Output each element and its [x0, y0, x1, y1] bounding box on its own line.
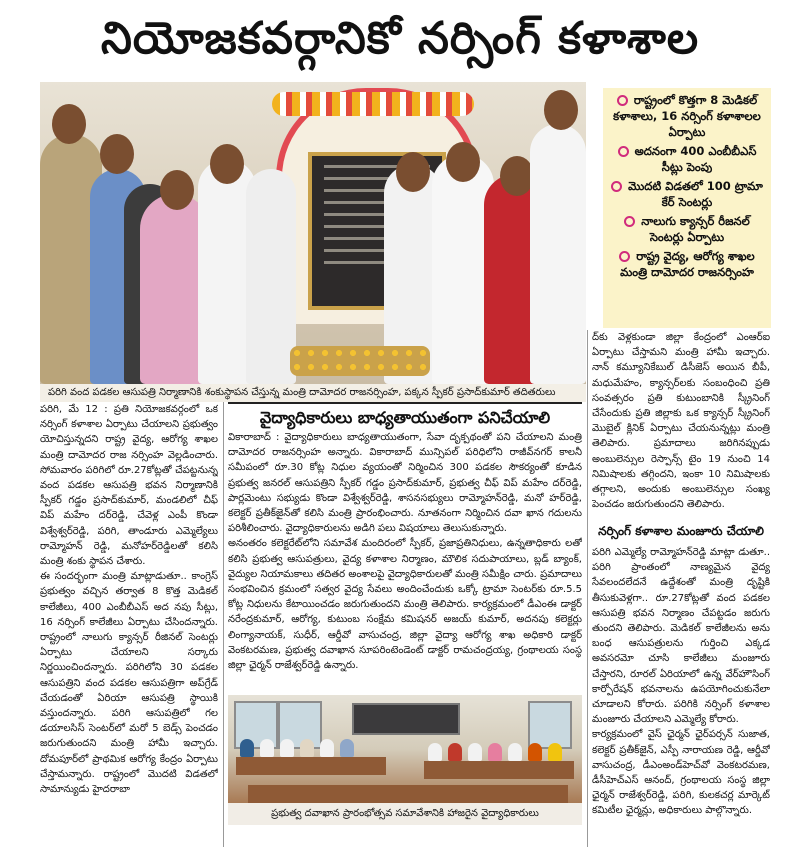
person-head — [210, 144, 244, 184]
attendee — [468, 743, 482, 761]
photo-foundation-ceremony — [40, 82, 586, 384]
attendee — [428, 743, 442, 761]
article-column-right-lower — [592, 545, 770, 847]
person-head — [446, 142, 480, 182]
attendee — [340, 739, 354, 757]
column-divider — [587, 330, 588, 847]
column-divider — [223, 402, 224, 847]
conference-table — [424, 761, 574, 779]
person-white-kurta — [246, 169, 296, 384]
article-column-left — [40, 402, 218, 847]
person-head — [52, 104, 86, 144]
projector-screen — [352, 703, 460, 735]
article-column-right — [592, 330, 770, 518]
article-paragraph: ఈ సందర్భంగా మంత్రి మాట్లాడుతూ.. కాంగ్రెస్ ప్రభుత్వం వచ్చిన తర్వాత 8 కొత్త మెడికల్ కాలేజీలు, 400 ఎంబీబీఎస్ అద నపు సీట్లు, 16 నర్సింగ్ కాలేజీలు ఏర్పాటు చేసిందన్నారు. రాష్ట్రంలో నాలుగు క్యాన్సర్ రీజినల్ సెంటర్లు ఏర్పాటు చేయాలని సర్కారు నిర్ణయించిందన్నారు. పరిగిలోని 30 పడకల ఆసుపత్రిని వంద పడకల ఆసుపత్రిగా అప్‌గ్రేడ్ చేయడంతో ఏరియా ఆసుపత్రి స్థాయికి వస్తుందన్నారు. పరిగి ఆసుపత్రిలో గల డయాలసిస్ సెంటర్‌లో మరో 5 బెడ్స్ పెంచడం జరుగుతుందని మంత్రి హామీ ఇచ్చారు. దోమపూర్‌లో ప్రాథమిక ఆరోగ్య కేంద్రం ఏర్పాటు చేస్తామన్నారు. రాష్ట్రంలో మొదటి విడతలో సామాన్యుడు హైదరాబా — [40, 571, 218, 796]
subheadline-nursing-college: నర్సింగ్ కళాశాల మంజూరు చేయాలి — [598, 524, 764, 538]
bullet-icon — [619, 251, 630, 262]
article-paragraph: కార్యక్రమంలో వైస్ ఛైర్మన్ ఛైర్‌పర్సన్ సుజాత, కలెక్టర్ ప్రతీక్‌జైన్, ఎస్పీ నారాయణ రెడ్డి, ఆర్డీవో వాసుచంద్ర, డీఎంఅండ్‌హెచ్‌వో వెంకటరమణ, డీసీహెచ్‌ఎస్ ఆనంద్, గ్రంథాలయ సంస్థ జిల్లా ఛైర్మన్ రాజేశ్వర్‌రెడ్డి, పరిగి, కులకచర్ల మార్కెట్ కమిటీల ఛైర్మన్లు, అధికారులు పాల్గొన్నారు. — [592, 729, 770, 817]
highlights-box — [603, 88, 771, 328]
article-paragraph: వికారాబాద్ : వైద్యాధికారులు బాధ్యతాయుతంగా, సేవా దృక్పథంతో పని చేయాలని మంత్రి దామోదర రాజనర్సింహ అన్నారు. వికారాబాద్ మున్సిపల్ పరిధిలోని రాజీవ్‌నగర్ కాలనీ సమీపంలో రూ.30 కోట్ల నిధుల వ్యయంతో నిర్మించిన 300 పడకల సౌకర్యంతో కూడిన ప్రభుత్వ జనరల్ ఆసుపత్రిని స్పీకర్ గడ్డం ప్రసాద్‌కుమార్, ప్రభుత్వ చీఫ్ విప్ మహేం దర్‌రెడ్డి, పార్లమెంటు సభ్యుడు కొండా విశ్వేశ్వర్‌రెడ్డి, శాసనసభ్యులు రామ్మోహన్‌రెడ్డి, మనో హర్‌రెడ్డి, కలెక్టర్ ప్రతీక్‌జైన్‌తో కలిసి మంత్రి ప్రారంభించారు. నూతనంగా నిర్మించిన దవా ఖాన గదులను పరిశీలించారు. వైద్యాధికారులను అడిగి పలు విషయాలు తెలుసుకున్నారు. — [228, 432, 582, 535]
person-head — [500, 156, 534, 196]
article-paragraph: పరిగి, మే 12 : ప్రతి నియోజకవర్గంలో ఒక నర్సింగ్ కళాశాల ఏర్పాటు చేయాలని ప్రభుత్వం యోచిస్తున్నదని రాష్ట్ర వైద్య, ఆరోగ్య శాఖల మంత్రి దామోదర రాజ నర్సింహ వెల్లడించారు. సోమవారం పరిగిలో రూ.27కోట్లతో చేపట్టనున్న వంద పడకల ఆసుపత్రి భవన నిర్మాణానికి స్పీకర్ గడ్డం ప్రసాద్‌కుమార్, మండలిలో చీఫ్ విప్ మహేం దర్‌రెడ్డి, చేవెళ్ల ఎంపీ కొండా విశ్వేశ్వర్‌రెడ్డి, పరిగి, తాండూరు ఎమ్మెల్యేలు రామ్మోహన్ రెడ్డి, మనోహర్‌రెడ్డిలతో కలిసి మంత్రి శంకు స్థాపన చేశారు. — [40, 404, 218, 568]
highlight-item: మొదటి విడతలో 100 ట్రామా కేర్ సెంటర్లు — [607, 178, 767, 210]
attendee — [508, 743, 522, 761]
bullet-icon — [611, 181, 622, 192]
attendee — [528, 743, 542, 761]
person-white-shirt — [530, 124, 586, 384]
attendee — [280, 739, 294, 757]
article-column-mid — [228, 430, 582, 692]
person-head — [396, 152, 430, 192]
headline: నియోజకవర్గానికో నర్సింగ్ కళాశాల — [100, 13, 700, 64]
highlight-item: అదనంగా 400 ఎంబీబీఎస్ సీట్లు పెంపు — [607, 143, 767, 175]
photo-review-meeting — [228, 695, 582, 803]
photo-bottom-caption: ప్రభుత్వ దవాఖాన ప్రారంభోత్సవ సమావేశానికి హాజరైన వైద్యాధికారులు — [228, 803, 582, 825]
highlight-item: నాలుగు క్యాన్సర్ రీజనల్ సెంటర్లు ఏర్పాటు — [607, 213, 767, 245]
attendee — [488, 743, 502, 761]
conference-table — [236, 757, 386, 775]
attendee — [548, 743, 562, 761]
person-head — [160, 170, 194, 210]
subheadline-doctors: వైద్యాధికారులు బాధ్యతాయుతంగా పనిచేయాలి — [228, 402, 582, 432]
person-head — [100, 134, 134, 174]
bullet-icon — [624, 216, 635, 227]
bullet-icon — [618, 146, 629, 157]
article-paragraph: అనంతరం కలెక్టరేట్‌లోని సమావేశ మందిరంలో స్పీకర్, ప్రజాప్రతినిధులు, ఉన్నతాధికారు లతో కలిసి ప్రభుత్వ ఆసుపత్రులు, వైద్య కళాశాల నిర్మాణం, మౌలిక సదుపాయాలు, బ్లడ్ బ్యాంక్, వైద్యుల నియామకాలు తదితర అంశాలపై వైద్యాధికారులతో మంత్రి సమీక్షిం చారు. ప్రమాదాలు సంభవించిన క్రమంలో సత్వర వైద్య సేవలు అందించేందుకు ఒక్కో ట్రామా సెంటర్‌కు రూ.5.5 కోట్ల నిధులను కేటాయించడం జరుగుతుందని మంత్రి తెలిపారు. కార్యక్రమంలో డీఎంఈ డాక్టర్ నరేంద్రకుమార్, ఆరోగ్య, కుటుంబ సంక్షేమ కమిషనర్ అజయ్ కుమార్, అదనపు కలెక్టర్లు లింగ్యానాయక్, సుధీర్, ఆర్డీవో వాసుచంద్ర, జిల్లా వైద్యా ఆరోగ్య శాఖ అధికారి డాక్టర్ వెంకటరమణ, ప్రభుత్వ దవాఖాన సూపరింటెండెంట్ డాక్టర్ రామచంద్రయ్య, గ్రంథాలయ సంస్థ జిల్లా ఛైర్మన్ రాజేశ్వర్‌రెడ్డి ఉన్నారు. — [228, 538, 582, 672]
conference-table — [248, 785, 568, 803]
flower-garland — [272, 92, 474, 116]
article-paragraph: ద్‌కు వెళ్లకుండా జిల్లా కేంద్రంలో ఎంఆర్ఐ ఏర్పాటు చేస్తామని మంత్రి హామీ ఇచ్చారు. నాన్ కమ్యూనికేబుల్ డిసీజెస్ అయిన బీపీ, మధుమేహం, క్యాన్సర్‌లకు సంబంధించి ప్రతి సంవత్సరం ప్రతి కుటుంబానికి స్క్రీనింగ్ చేసేందుకు ప్రతి జిల్లాకు ఒక క్యాన్సర్ స్క్రీనింగ్ మొబైల్ క్లినిక్ ఏర్పాటు చేయనున్నట్లు మంత్రి తెలిపారు. ప్రమాదాలు జరిగినప్పుడు అంబులెన్సుల రెస్పాన్స్ టైం 19 నుంచి 14 నిమిషాలకు తగ్గిందని, ఇంకా 10 నిమిషాలకు తగ్గాలని, అందుకు అంబులెన్సుల సంఖ్య పెంచడం జరుగుతుందని తెలిపారు. — [592, 332, 770, 511]
highlight-item: రాష్ట్రంలో కొత్తగా 8 మెడికల్ కళాశాలు, 16 నర్సింగ్ కళాశాలల ఏర్పాటు — [613, 93, 761, 139]
highlight-item: రాష్ట్ర వైద్య, ఆరోగ్య శాఖల మంత్రి దామోదర రాజనర్సింహ — [620, 249, 755, 279]
photo-main-caption: పరిగి వంద పడకల ఆసుపత్రి నిర్మాణానికి శంకుస్థాపన చేస్తున్న మంత్రి దామోదర రాజనర్సింహ, పక్కన స్పీకర్ ప్రసాద్‌కుమార్ తదితరులు — [40, 384, 586, 402]
attendee — [448, 743, 462, 761]
flower-offering — [290, 346, 430, 376]
attendee — [320, 739, 334, 757]
bullet-icon — [617, 95, 628, 106]
article-paragraph: పరిగి ఎమ్మెల్యే రామ్మోహన్‌రెడ్డి మాట్లా డుతూ.. పరిగి ప్రాంతంలో నాణ్యమైన వైద్య సేవలందలేదనే ఉద్దేశంతో మంత్రి దృష్టికి తీసుకువెళ్లగా.. రూ.27కోట్లతో వంద పడకల ఆసుపత్రి భవన నిర్మాణం చేపట్టడం జరుగు తుందని తెలిపారు. మెడికల్ కాలేజీలను అను బంధ ఆసుపత్రులను గుర్తించి ఎక్కడ అవసరమో చూసి కాలేజీలు మంజూరు చేస్తారని, రూరల్ ఏరియాలో ఉన్న వేర్‌హౌసింగ్ కార్పోరేషన్ భవనాలను ఉపయోగించుకునేలా చూడాలని కోరారు. పరిగికి నర్సింగ్ కళాశాల మంజూరు చేయాలని ఎమ్మెల్యే కోరారు. — [592, 547, 770, 726]
attendee — [260, 739, 274, 757]
attendee — [300, 739, 314, 757]
person-head — [544, 90, 578, 130]
window — [528, 701, 572, 749]
attendee — [240, 739, 254, 757]
